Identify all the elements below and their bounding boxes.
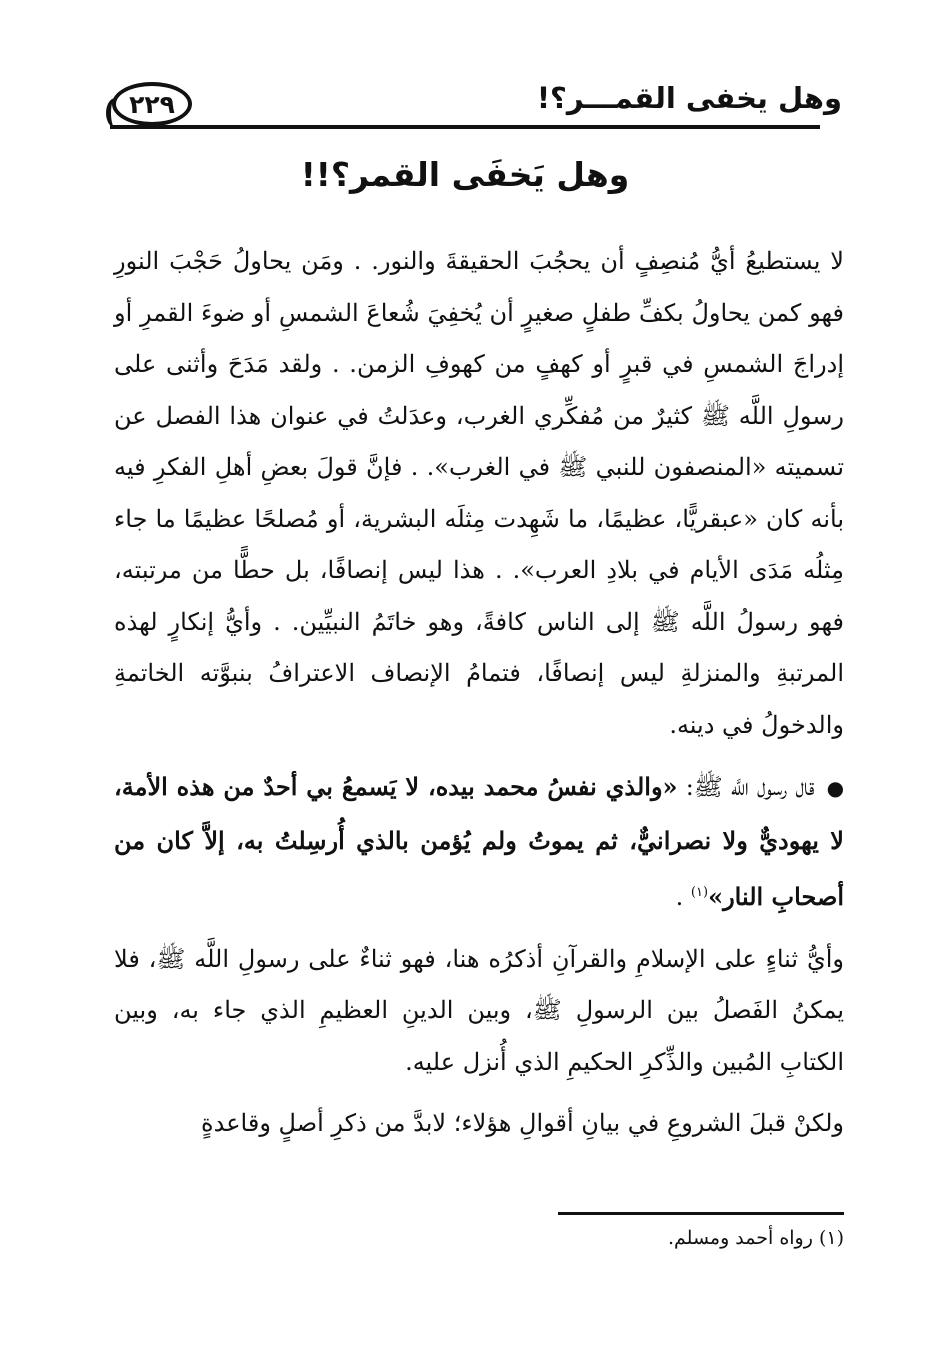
running-title: وهل يخفى القمـــر؟!	[536, 81, 842, 115]
header-rule	[110, 125, 820, 129]
section-heading: وهل يَخفَى القمر؟!!	[300, 155, 630, 194]
paragraph-4: ولكنْ قبلَ الشروعِ في بيانِ أقوالِ هؤلاء؛ لابدَّ من ذكرِ أصلٍ وقاعدةٍ	[201, 1109, 844, 1137]
paragraph-1: لا يستطيعُ أيُّ مُنصِفٍ أن يحجُبَ الحقيقةَ والنور. . ومَن يحاولُ حَجْبَ النورِ فهو كمن يحاولُ بكفِّ طفلٍ صغيرٍ أن يُخفِيَ شُعاعَ الشمسِ أو ضوءَ القمرِ أو إدراجَ الشمسِ في قبرٍ أو كهفٍ من كهوفِ الزمن. . ولقد مَدَحَ وأثنى على رسولِ اللَّه ﷺ كثيرٌ من مُفكِّري الغرب، وعدَلتُ في عنوان هذا الفصل عن تسميته «المنصفون للنبي ﷺ في الغرب». . فإنَّ قولَ بعضِ أهلِ الفكرِ فيه بأنه كان «عبقريًّا، عظيمًا، ما شَهِدت مِثلَه البشرية، أو مُصلحًا عظيمًا ما جاء مِثلُه مَدَى الأيام في بلادِ العرب». . هذا ليس إنصافًا، بل حطًّا من مرتبته، فهو رسولُ اللَّه ﷺ إلى الناس كافةً، وهو خاتَمُ النبيِّين. . وأيُّ إنكارٍ لهذه المرتبةِ والمنزلةِ ليس إنصافًا، فتمامُ الإنصاف الاعترافُ بنبوَّته الخاتمةِ والدخولُ في دينه.	[114, 247, 844, 739]
footnote-rule	[558, 1212, 844, 1215]
paragraph-3: وأيُّ ثناءٍ على الإسلامِ والقرآنِ أذكرُه هنا، فهو ثناءٌ على رسولِ اللَّه ﷺ، فلا يمكنُ الفَصلُ بين الرسولِ ﷺ، وبين الدينِ العظيمِ الذي جاء به، وبين الكتابِ المُبين والذِّكرِ الحكيمِ الذي أُنزل عليه.	[114, 944, 844, 1076]
footnote-reference[interactable]: (١)	[690, 885, 709, 900]
body-text	[114, 236, 844, 1150]
hadith-quote: «والذي نفسُ محمد بيده، لا يَسمعُ بي أحدٌ من هذه الأمة، لا يهوديٌّ ولا نصرانيٌّ، ثم يموتُ ولم يُؤمن بالذي أُرسِلتُ به، إلاَّ كان من أصحابِ النار»	[114, 772, 844, 911]
page-number: ٢٢٩	[112, 82, 192, 126]
hadith-end: .	[675, 883, 691, 911]
hadith-intro: ● قال رسول اللَّه ﷺ:	[678, 773, 844, 801]
hadith-paragraph	[114, 761, 844, 924]
footnote-1: (١) رواه أحمد ومسلم.	[667, 1227, 844, 1249]
